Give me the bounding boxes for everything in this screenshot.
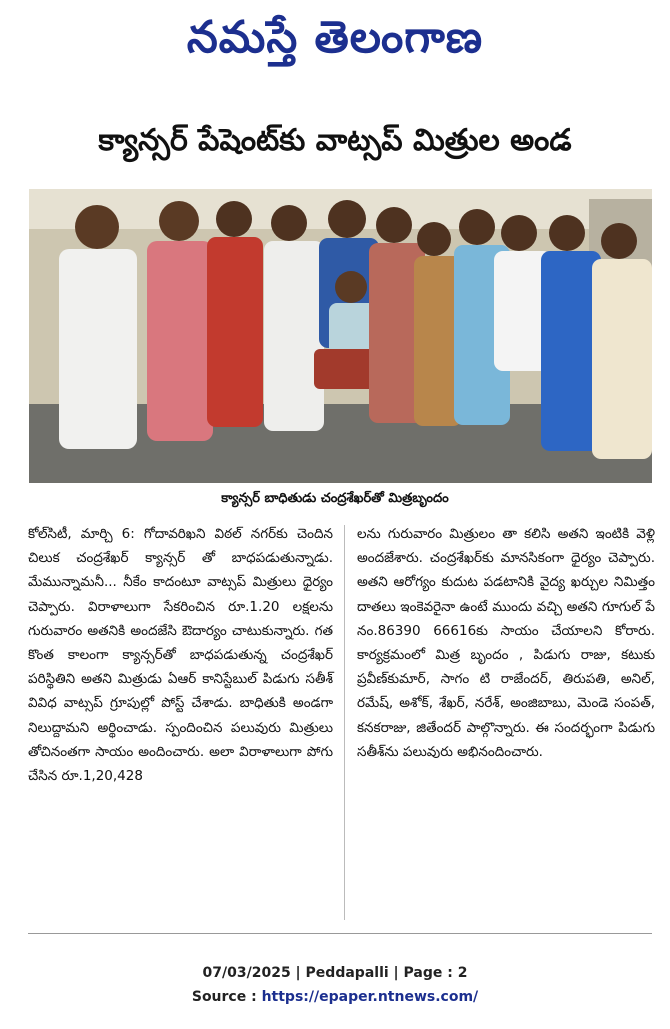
group-photo [29,189,652,483]
footer-date-line: 07/03/2025 | Peddapalli | Page : 2 [202,965,468,981]
footer-source [0,989,670,1005]
footer-rule [28,933,652,934]
article-column-left [28,522,333,788]
article-text-left: కోల్‌సిటీ, మార్చి 6: గోదావరిఖని విఠల్ నగర్‌కు చెందిన చిలుక చంద్రశేఖర్ క్యాన్సర్ తో బాధపడుతున్నాడు. మేమున్నామనీ... నీకేం కాదంటూ వాట్సప్ మిత్రులు ధైర్యం చెప్పారు. విరాళాలుగా సేకరించిన రూ.1.20 లక్షలను గురువారం అతనికి అందజేసి ఔదార్యం చాటుకున్నారు. గత కొంత కాలంగా క్యాన్సర్‌తో బాధపడుతున్న చంద్రశేఖర్ పరిస్థితిని అతని మిత్రుడు ఏఆర్ కానిస్టేబుల్ పిడుగు సతీశ్ వివిధ వాట్సప్ గ్రూపుల్లో పోస్ట్ చేశాడు. బాధితుకి అండగా నిలుద్దామని అర్థించాడు. స్పందించిన పలువురు మిత్రులు తోచినంతగా సాయం అందించారు. అలా విరాళాలుగా పోగు చేసిన రూ.1,20,428 [28,526,333,785]
group-photo-illustration [29,189,652,483]
newspaper-masthead: నమస్తే తెలంగాణ [186,12,484,63]
article-column-right [357,522,655,764]
article-text-right: లను గురువారం మిత్రులం తా కలిసి అతని ఇంటికి వెళ్లి అందజేశారు. చంద్రశేఖర్‌కు మానసికంగా ధైర్యం చెప్పారు. అతని ఆరోగ్యం కుదుట పడటానికి వైద్య ఖర్చుల నిమిత్తం దాతలు ఇంకెవరైనా ఉంటే ముందు వచ్చి అతని గూగుల్ పే నం.86390 66616కు సాయం చేయాలని కోరారు. కార్యక్రమంలో మిత్ర బృందం , పిడుగు రాజు, కటుకు ప్రవీణ్‌కుమార్, సాగం టి రాజేందర్, తిరుపతి, అనిల్, రమేష్, అశోక్, శేఖర్, నరేశ్, అంజిబాబు, మెండె సంపత్, కనకరాజు, జితేందర్ పాల్గొన్నారు. ఈ సందర్భంగా పిడుగు సతీశ్‌ను పలువురు అభినందించారు. [357,526,655,760]
photo-caption: క్యాన్సర్ బాధితుడు చంద్రశేఖర్‌తో మిత్రబృందం [221,491,449,506]
footer-source-label: Source : [191,989,262,1005]
column-divider [344,525,345,920]
article-headline: క్యాన్సర్ పేషెంట్‌కు వాట్సప్ మిత్రుల అండ [98,123,572,158]
footer-source-link[interactable]: https://epaper.ntnews.com/ [261,989,479,1005]
